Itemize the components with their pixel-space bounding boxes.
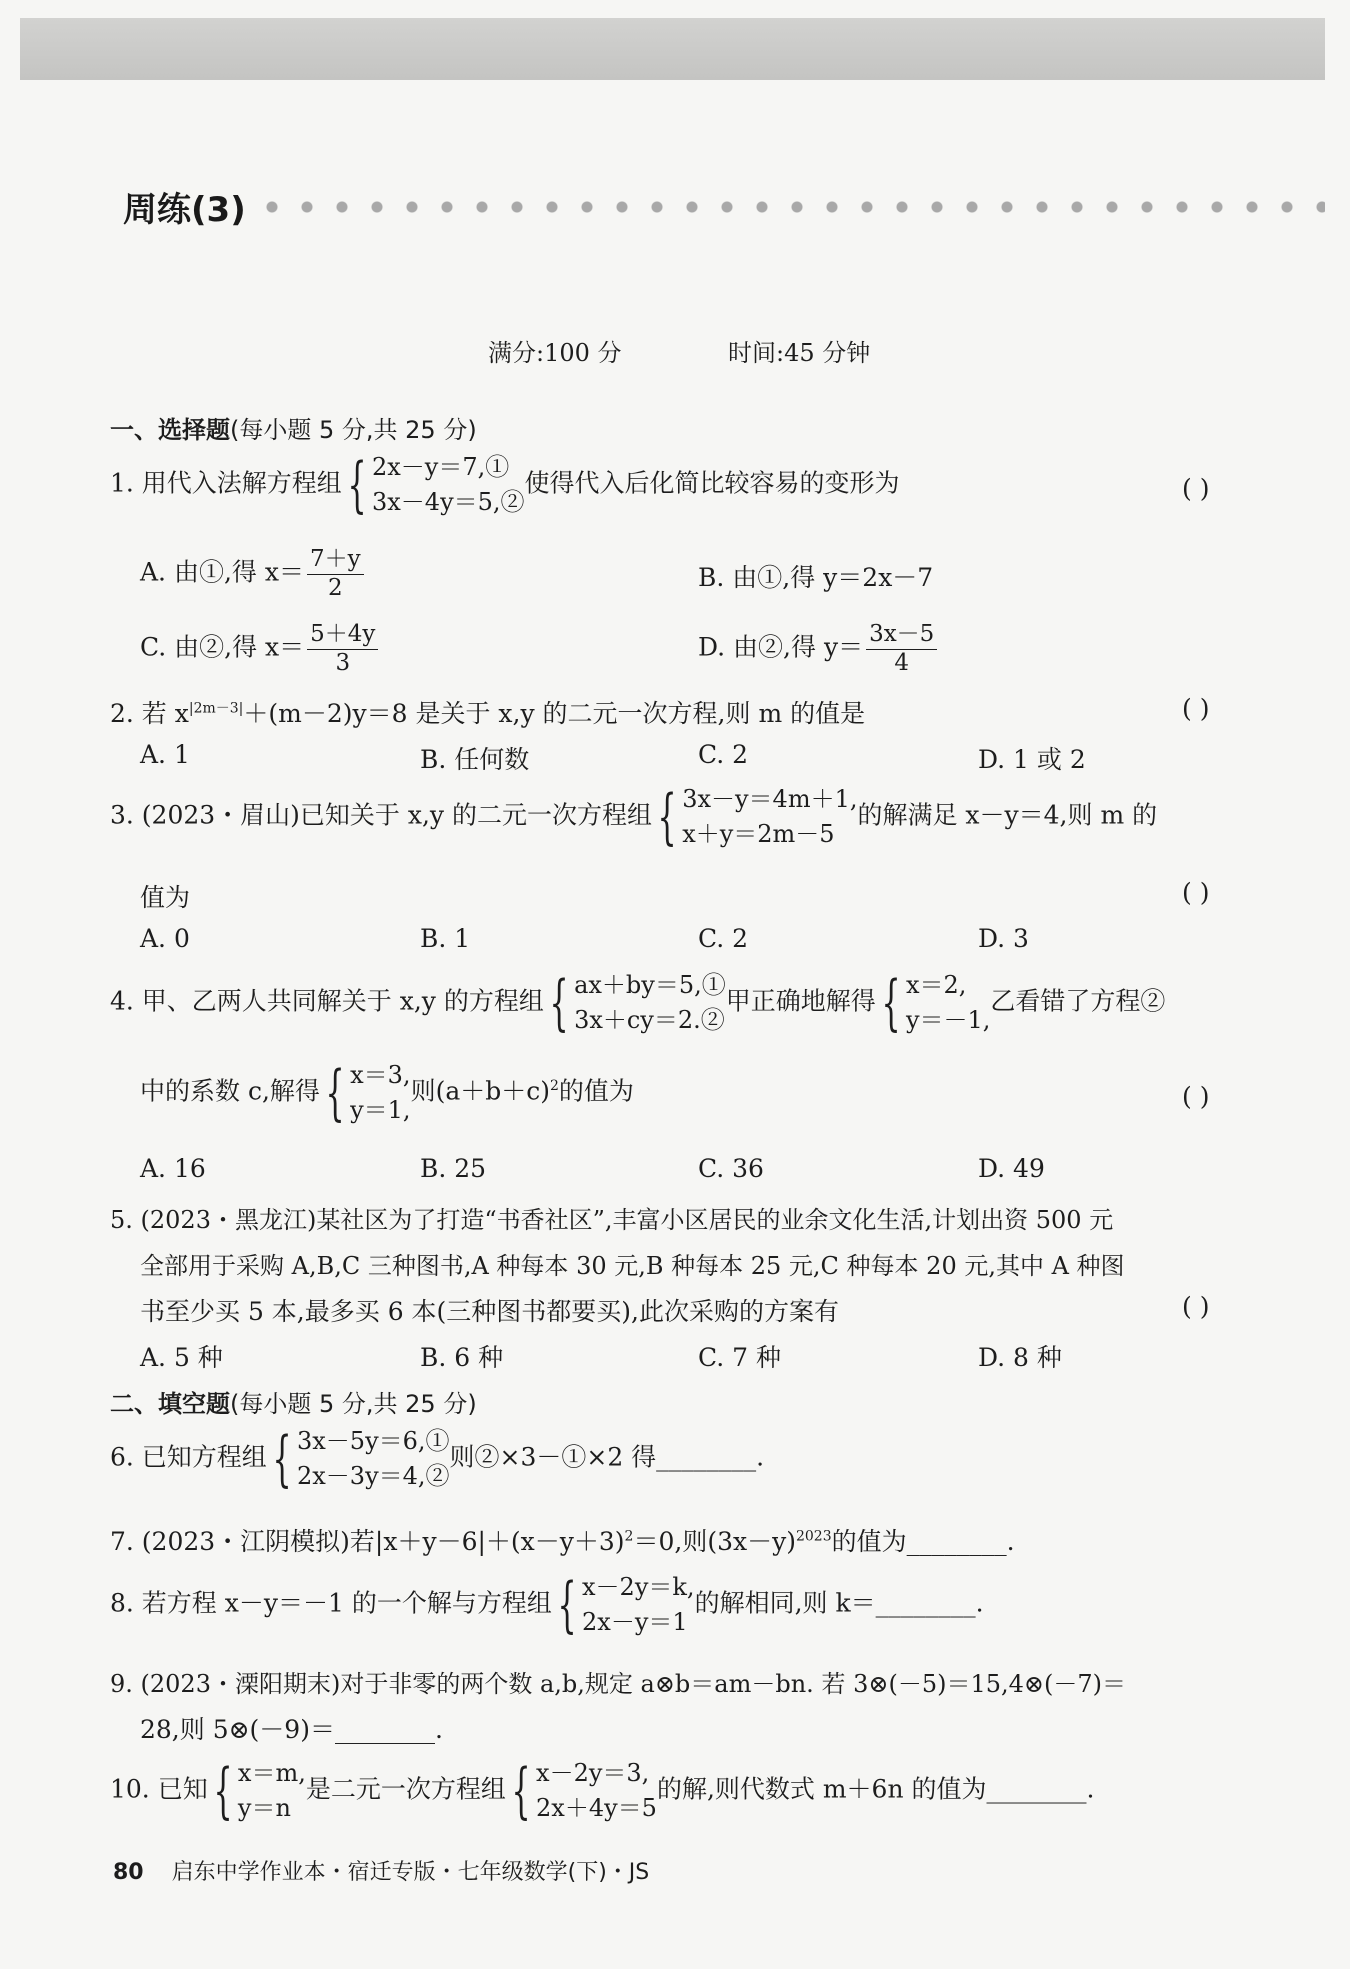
equation-system: { ax＋by＝5,① 3x＋cy＝2.② (549, 967, 726, 1038)
equation-system: { 3x－y＝4m＋1, x＋y＝2m－5 (657, 781, 858, 852)
option-a: A. 5 种 (140, 1343, 223, 1372)
option-c: C. 2 (698, 740, 749, 769)
full-score: 满分:100 分 (488, 339, 622, 367)
section-heading: 二、填空题(每小题 5 分,共 25 分) (110, 1390, 477, 1418)
question-5-line-3: 书至少买 5 本,最多买 6 本(三种图书都要买),此次采购的方案有 (140, 1297, 840, 1326)
question-3: 3. (2023・眉山)已知关于 x,y 的二元一次方程组 { 3x－y＝4m＋1, x＋y＝2m－5 的解满足 x－y＝4,则 m 的 (110, 781, 1158, 852)
question-8: 8. 若方程 x－y＝－1 的一个解与方程组 { x－2y＝k, 2x－y＝1 的解相同,则 k＝________. (110, 1569, 984, 1640)
time-limit: 时间:45 分钟 (728, 339, 871, 367)
answer-blank: ( ) (1182, 1082, 1210, 1111)
page-number: 80 (113, 1860, 144, 1885)
equation-system: { x－2y＝3, 2x＋4y＝5 (511, 1755, 657, 1826)
question-3-line-2: 值为 (140, 883, 191, 912)
option-d: D. 1 或 2 (978, 745, 1086, 774)
option-b: B. 由①,得 y＝2x－7 (698, 563, 934, 592)
solution-system: { x＝2, y＝－1, (881, 967, 991, 1038)
option-a: A. 由①,得 x＝ $\frac{7+y}{2}$ (140, 546, 367, 602)
answer-blank: ( ) (1182, 1292, 1210, 1321)
question-10: 10. 已知 { x＝m, y＝n 是二元一次方程组 { x－2y＝3, 2x＋4y＝5 的解,则代数式 m＋6n 的值为________. (110, 1755, 1095, 1826)
title-dot-divider (265, 200, 1325, 214)
option-c: C. 36 (698, 1154, 764, 1183)
section-heading: 一、选择题(每小题 5 分,共 25 分) (110, 416, 477, 444)
equation-system: { 2x－y＝7,① 3x－4y＝5,② (347, 449, 525, 520)
question-4-line-2: 中的系数 c,解得 { x＝3, y＝1, 则$(a+b+c)^2$的值为 (140, 1057, 634, 1128)
option-b: B. 6 种 (420, 1343, 504, 1372)
option-a: A. 1 (140, 740, 190, 769)
option-c: C. 7 种 (698, 1343, 781, 1372)
solution-system: { x＝m, y＝n (213, 1755, 306, 1826)
question-4: 4. 甲、乙两人共同解关于 x,y 的方程组 { ax＋by＝5,① 3x＋cy＝2.② 甲正确地解得 { x＝2, y＝－1, 乙看错了方程② (110, 967, 1166, 1038)
option-c: C. 由②,得 x＝ $\frac{5+4y}{3}$ (140, 621, 381, 677)
question-5-line-2: 全部用于采购 A,B,C 三种图书,A 种每本 30 元,B 种每本 25 元,C 种每本 20 元,其中 A 种图 (140, 1252, 1125, 1280)
question-1: 1. 用代入法解方程组 { 2x－y＝7,① 3x－4y＝5,② 使得代入后化简比较容易的变形为 (110, 449, 900, 520)
equation-system: { 3x－5y＝6,① 2x－3y＝4,② (272, 1423, 450, 1494)
answer-blank: ( ) (1182, 474, 1210, 503)
question-9: 9. (2023・溧阳期末)对于非零的两个数 a,b,规定 a⊗b＝am－bn. 若 3⊗(－5)＝15,4⊗(－7)＝ (110, 1670, 1126, 1698)
option-b: B. 任何数 (420, 745, 530, 774)
option-a: A. 16 (140, 1154, 206, 1183)
top-gray-band (20, 18, 1325, 80)
option-a: A. 0 (140, 924, 190, 953)
answer-blank: ( ) (1182, 878, 1210, 907)
solution-system: { x＝3, y＝1, (325, 1057, 411, 1128)
answer-blank: ( ) (1182, 694, 1210, 723)
question-5: 5. (2023・黑龙江)某社区为了打造“书香社区”,丰富小区居民的业余文化生活,计划出资 500 元 (110, 1206, 1114, 1234)
option-b: B. 25 (420, 1154, 487, 1183)
question-7: 7. (2023・江阴模拟)若$|x+y-6|+(x-y+3)^2=0$,则$(3x-y)^{2023}$的值为________. (110, 1527, 1015, 1556)
option-d: D. 49 (978, 1154, 1045, 1183)
page-footer (113, 1855, 649, 1886)
question-9-line-2: 28,则 5⊗(－9)＝________. (140, 1715, 443, 1744)
option-c: C. 2 (698, 924, 749, 953)
book-title: 启东中学作业本・宿迁专版・七年级数学(下)・JS (171, 1860, 650, 1885)
page-title: 周练(3) (123, 190, 246, 230)
option-d: D. 3 (978, 924, 1029, 953)
equation-system: { x－2y＝k, 2x－y＝1 (557, 1569, 695, 1640)
option-d: D. 由②,得 y＝ $\frac{3x-5}{4}$ (698, 621, 940, 677)
question-2: 2. 若 $x^{|2m-3|}+(m-2)y=8$ 是关于 x,y 的二元一次方程,则 m 的值是 (110, 699, 866, 728)
question-6: 6. 已知方程组 { 3x－5y＝6,① 2x－3y＝4,② 则②×3－①×2 得________. (110, 1423, 765, 1494)
option-b: B. 1 (420, 924, 471, 953)
option-d: D. 8 种 (978, 1343, 1062, 1372)
